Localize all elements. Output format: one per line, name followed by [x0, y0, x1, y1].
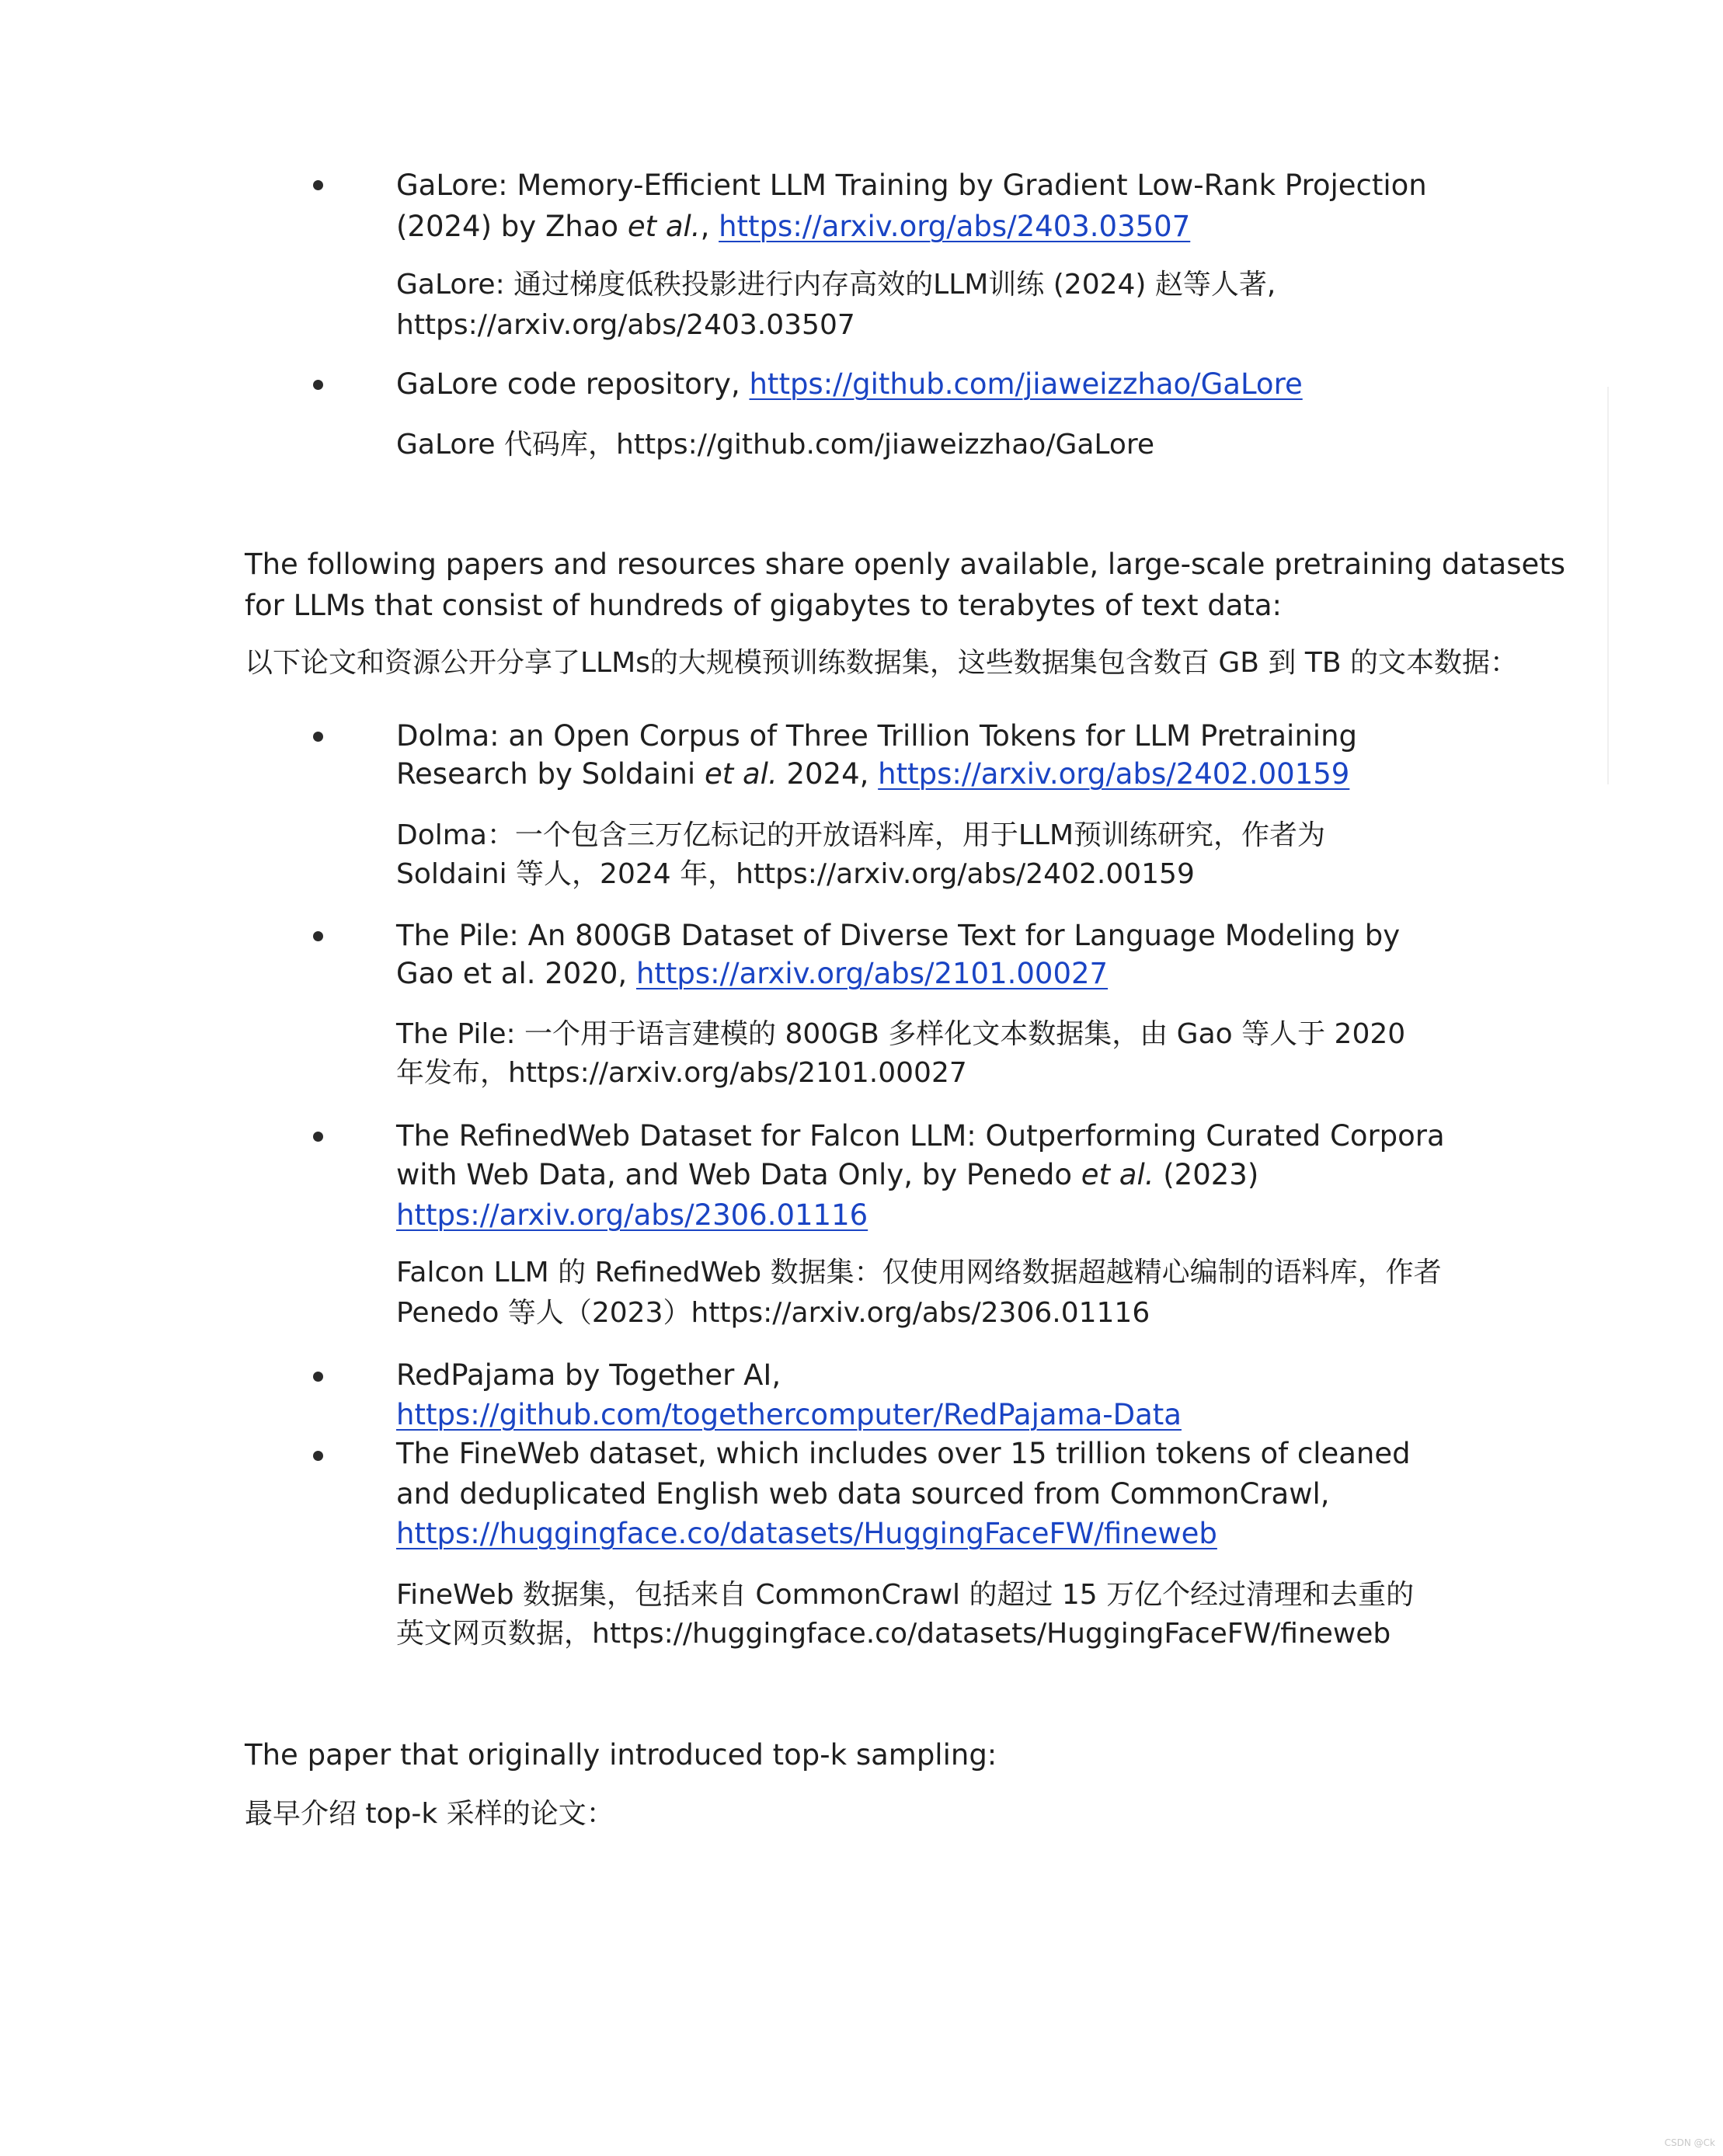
fineweb-line3 — [396, 1514, 1217, 1554]
dolma-line1: Dolma: an Open Corpus of Three Trillion Tokens for LLM Pretraining — [396, 719, 1358, 753]
dolma-year: 2024, — [777, 757, 879, 791]
redpajama-line1: RedPajama by Together AI, — [396, 1358, 781, 1392]
refinedweb-translation-line2: Penedo 等人（2023）https://arxiv.org/abs/2306.01116 — [396, 1297, 1150, 1329]
refinedweb-text: with Web Data, and Web Data Only, by Penedo — [396, 1158, 1081, 1191]
bullet-pile — [313, 931, 323, 941]
datasets-intro-line2: for LLMs that consist of hundreds of gigabytes to terabytes of text data: — [245, 589, 1283, 622]
refinedweb-line3 — [396, 1195, 868, 1236]
galore-paper-translation-line2: https://arxiv.org/abs/2403.03507 — [396, 309, 855, 341]
refinedweb-link[interactable]: https://arxiv.org/abs/2306.01116 — [396, 1198, 868, 1232]
pile-translation-line1: The Pile: 一个用于语言建模的 800GB 多样化文本数据集，由 Gao 等人于 2020 — [396, 1018, 1406, 1050]
galore-repo-line1 — [396, 364, 1303, 405]
watermark: CSDN @Ck — [1664, 2137, 1715, 2148]
dolma-line2 — [396, 754, 1349, 795]
topk-translation: 最早介绍 top-k 采样的论文： — [245, 1798, 614, 1830]
fineweb-line2: and deduplicated English web data sourced from CommonCrawl, — [396, 1477, 1330, 1511]
bullet-galore-repo — [313, 380, 323, 390]
bullet-dolma — [313, 732, 323, 742]
galore-paper-text: (2024) by Zhao — [396, 210, 628, 243]
galore-paper-et-al: et al. — [627, 210, 701, 243]
bullet-redpajama — [313, 1372, 323, 1382]
galore-paper-link[interactable]: https://arxiv.org/abs/2403.03507 — [719, 210, 1191, 243]
dolma-translation-line1: Dolma：一个包含三万亿标记的开放语料库，用于LLM预训练研究，作者为 — [396, 819, 1326, 851]
redpajama-link[interactable]: https://github.com/togethercomputer/RedPajama-Data — [396, 1398, 1182, 1431]
fineweb-line1: The FineWeb dataset, which includes over 15 trillion tokens of cleaned — [396, 1437, 1411, 1470]
pile-text: Gao et al. 2020, — [396, 957, 636, 990]
topk-heading: The paper that originally introduced top-k sampling: — [245, 1738, 997, 1772]
dolma-text: Research by Soldaini — [396, 757, 705, 791]
pile-line1: The Pile: An 800GB Dataset of Diverse Text for Language Modeling by — [396, 919, 1401, 952]
bullet-galore-paper — [313, 180, 323, 190]
dolma-link[interactable]: https://arxiv.org/abs/2402.00159 — [878, 757, 1350, 791]
pile-translation-line2: 年发布，https://arxiv.org/abs/2101.00027 — [396, 1057, 967, 1089]
pile-link[interactable]: https://arxiv.org/abs/2101.00027 — [635, 957, 1109, 990]
refinedweb-translation-line1: Falcon LLM 的 RefinedWeb 数据集：仅使用网络数据超越精心编制的语料库，作者 — [396, 1257, 1442, 1288]
galore-repo-link[interactable]: https://github.com/jiaweizzhao/GaLore — [749, 367, 1303, 401]
datasets-intro-translation: 以下论文和资源公开分享了LLMs的大规模预训练数据集，这些数据集包含数百 GB 到 TB 的文本数据： — [245, 647, 1518, 679]
dolma-et-al: et al. — [704, 757, 778, 791]
bullet-fineweb — [313, 1451, 323, 1461]
dolma-translation-line2: Soldaini 等人，2024 年，https://arxiv.org/abs/2402.00159 — [396, 858, 1195, 890]
refinedweb-et-al: et al. — [1081, 1158, 1154, 1191]
refinedweb-line1: The RefinedWeb Dataset for Falcon LLM: Outperforming Curated Corpora — [396, 1119, 1445, 1153]
galore-repo-translation: GaLore 代码库，https://github.com/jiaweizzhao/GaLore — [396, 429, 1155, 461]
galore-paper-title-line1: GaLore: Memory-Efficient LLM Training by Gradient Low-Rank Projection — [396, 169, 1427, 202]
datasets-intro-line1: The following papers and resources share openly available, large-scale pretraining datasets — [245, 548, 1566, 581]
galore-paper-title-line2 — [396, 207, 1190, 247]
fineweb-translation-line2: 英文网页数据，https://huggingface.co/datasets/HuggingFaceFW/fineweb — [396, 1618, 1391, 1650]
bullet-refinedweb — [313, 1132, 323, 1142]
galore-paper-translation-line1: GaLore: 通过梯度低秩投影进行内存高效的LLM训练 (2024) 赵等人著, — [396, 269, 1276, 301]
side-divider — [1607, 387, 1609, 784]
galore-repo-text: GaLore code repository, — [396, 367, 750, 401]
pile-line2 — [396, 954, 1108, 994]
fineweb-translation-line1: FineWeb 数据集，包括来自 CommonCrawl 的超过 15 万亿个经过清理和去重的 — [396, 1579, 1415, 1611]
refinedweb-year: (2023) — [1154, 1158, 1259, 1191]
galore-paper-separator: , — [700, 210, 719, 243]
refinedweb-line2 — [396, 1155, 1258, 1195]
redpajama-line2 — [396, 1395, 1182, 1435]
fineweb-link[interactable]: https://huggingface.co/datasets/HuggingFaceFW/fineweb — [396, 1517, 1217, 1550]
